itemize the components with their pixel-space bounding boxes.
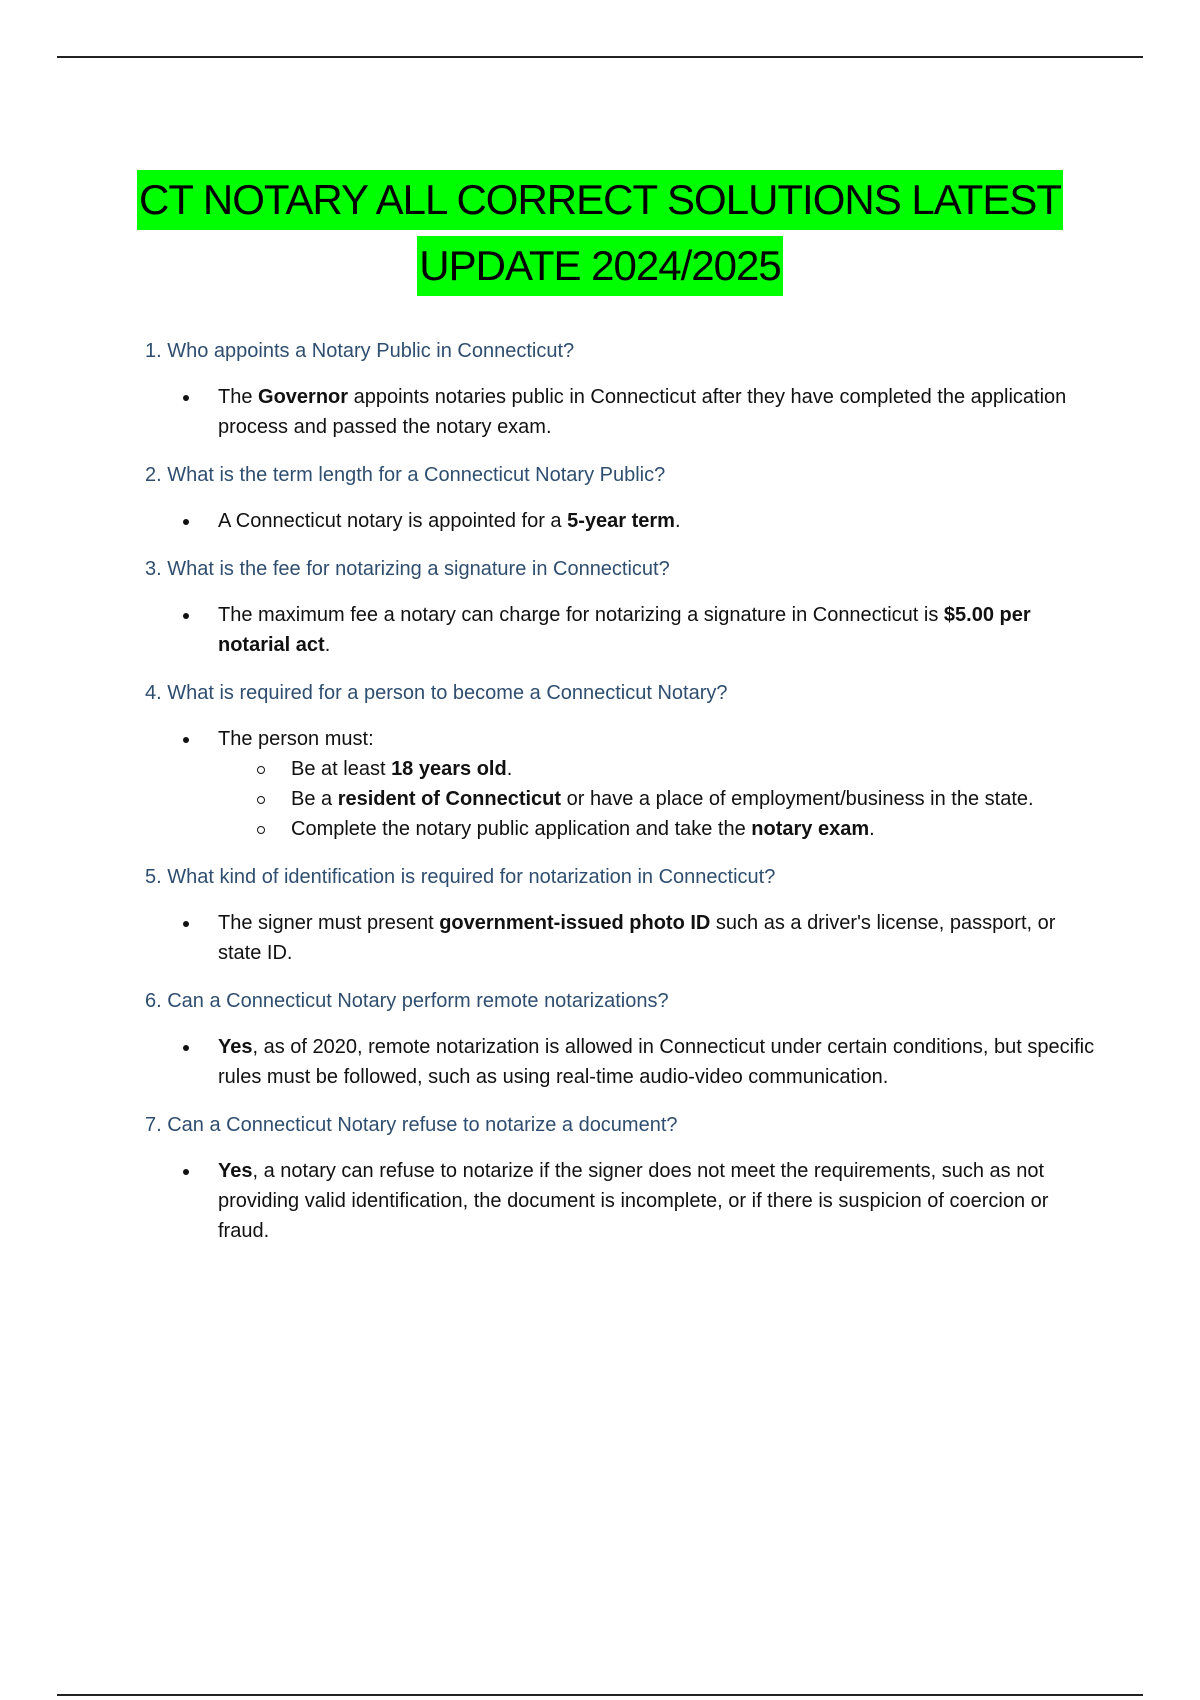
question-5: 5. What kind of identification is required for notarization in Connecticut?: [145, 866, 776, 888]
requirement-item: Be at least 18 years old.: [291, 754, 1095, 784]
answer-bullet: A Connecticut notary is appointed for a 5-year term.: [218, 506, 1095, 536]
answer-7: [145, 1156, 1095, 1246]
question-7: 7. Can a Connecticut Notary refuse to notarize a document?: [145, 1114, 678, 1136]
question-2: 2. What is the term length for a Connecticut Notary Public?: [145, 464, 666, 486]
answer-bullet: Yes, a notary can refuse to notarize if the signer does not meet the requirements, such as not providing valid identification, the document is incomplete, or if there is suspicion of coercion or fraud.: [218, 1156, 1095, 1246]
title-line-1: CT NOTARY ALL CORRECT SOLUTIONS LATEST: [137, 170, 1063, 230]
answer-bullet: The Governor appoints notaries public in Connecticut after they have completed the application process and passed the notary exam.: [218, 382, 1095, 442]
question-6: 6. Can a Connecticut Notary perform remote notarizations?: [145, 990, 669, 1012]
answer-bullet: Yes, as of 2020, remote notarization is allowed in Connecticut under certain conditions, but specific rules must be followed, such as using real-time audio-video communication.: [218, 1032, 1095, 1092]
requirements-list: [218, 754, 1095, 844]
bottom-rule: [57, 1694, 1143, 1696]
answer-2: [145, 506, 1095, 536]
answer-4: [145, 724, 1095, 844]
answer-bullet: The signer must present government-issued photo ID such as a driver's license, passport, or state ID.: [218, 908, 1095, 968]
answer-3: [145, 600, 1095, 660]
question-3: 3. What is the fee for notarizing a signature in Connecticut?: [145, 558, 670, 580]
document-title: [0, 170, 1200, 296]
requirement-item: Complete the notary public application and take the notary exam.: [291, 814, 1095, 844]
question-4: 4. What is required for a person to become a Connecticut Notary?: [145, 682, 728, 704]
answer-6: [145, 1032, 1095, 1092]
answer-bullet: The maximum fee a notary can charge for notarizing a signature in Connecticut is $5.00 per notarial act.: [218, 600, 1095, 660]
question-1: 1. Who appoints a Notary Public in Connecticut?: [145, 340, 575, 362]
top-rule: [57, 56, 1143, 58]
title-line-2: UPDATE 2024/2025: [417, 236, 782, 296]
answer-1: [145, 382, 1095, 442]
answer-5: [145, 908, 1095, 968]
requirement-item: Be a resident of Connecticut or have a place of employment/business in the state.: [291, 784, 1095, 814]
answer-bullet: The person must: Be at least 18 years old. Be a resident of Connecticut or have a place of employment/business in the state. Complete the notary public application and take the notary exam.: [218, 724, 1095, 844]
qa-list: [145, 336, 1095, 1264]
